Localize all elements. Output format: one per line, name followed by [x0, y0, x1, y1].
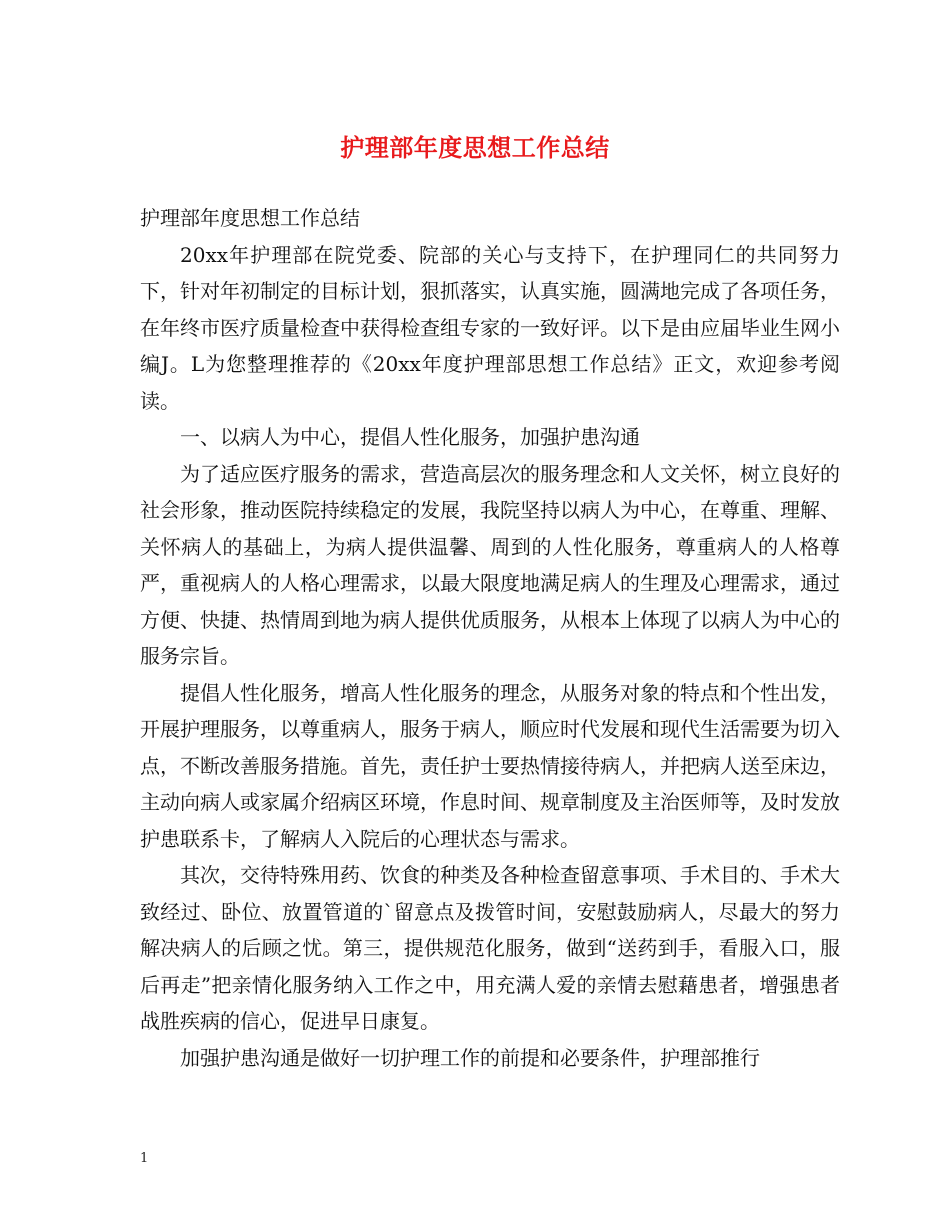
paragraph-communication: 加强护患沟通是做好一切护理工作的前提和必要条件，护理部推行	[180, 1045, 760, 1070]
paragraph-intro: 20xx年护理部在院党委、院部的关心与支持下，在护理同仁的共同努力下，针对年初制定的目标计划，狠抓落实，认真实施，圆满地完成了各项任务，在年终市医疗质量检查中获得检查组专家的一致好评。以下是由应届毕业生网小编J。L为您整理推荐的《20xx年度护理部思想工作总结》正文，欢迎参考阅读。	[140, 242, 840, 413]
document-body	[140, 200, 840, 1076]
paragraph-humanized-service: 提倡人性化服务，增高人性化服务的理念，从服务对象的特点和个性出发，开展护理服务，以尊重病人，服务于病人，顺应时代发展和现代生活需要为切入点，不断改善服务措施。首先，责任护士要热情接待病人，并把病人送至床边，主动向病人或家属介绍病区环境，作息时间、规章制度及主治医师等，及时发放护患联系卡，了解病人入院后的心理状态与需求。	[140, 680, 840, 851]
paragraph-patient-centered: 为了适应医疗服务的需求，营造高层次的服务理念和人文关怀，树立良好的社会形象，推动医院持续稳定的发展，我院坚持以病人为中心，在尊重、理解、关怀病人的基础上，为病人提供温馨、周到的人性化服务，尊重病人的人格尊严，重视病人的人格心理需求，以最大限度地满足病人的生理及心理需求，通过方便、快捷、热情周到地为病人提供优质服务，从根本上体现了以病人为中心的服务宗旨。	[140, 461, 840, 668]
page-number: 1	[140, 1151, 149, 1166]
body-heading: 护理部年度思想工作总结	[140, 206, 360, 230]
section-heading-1: 一、以病人为中心，提倡人性化服务，加强护患沟通	[180, 425, 640, 449]
document-title: 护理部年度思想工作总结	[340, 133, 610, 162]
paragraph-special-care: 其次，交待特殊用药、饮食的种类及各种检查留意事项、手术目的、手术大致经过、卧位、放置管道的`留意点及拨管时间，安慰鼓励病人，尽最大的努力解决病人的后顾之忧。第三，提供规范化服务，做到“送药到手，看服入口，服后再走”把亲情化服务纳入工作之中，用充满人爱的亲情去慰藉患者，增强患者战胜疾病的信心，促进早日康复。	[140, 863, 840, 1033]
